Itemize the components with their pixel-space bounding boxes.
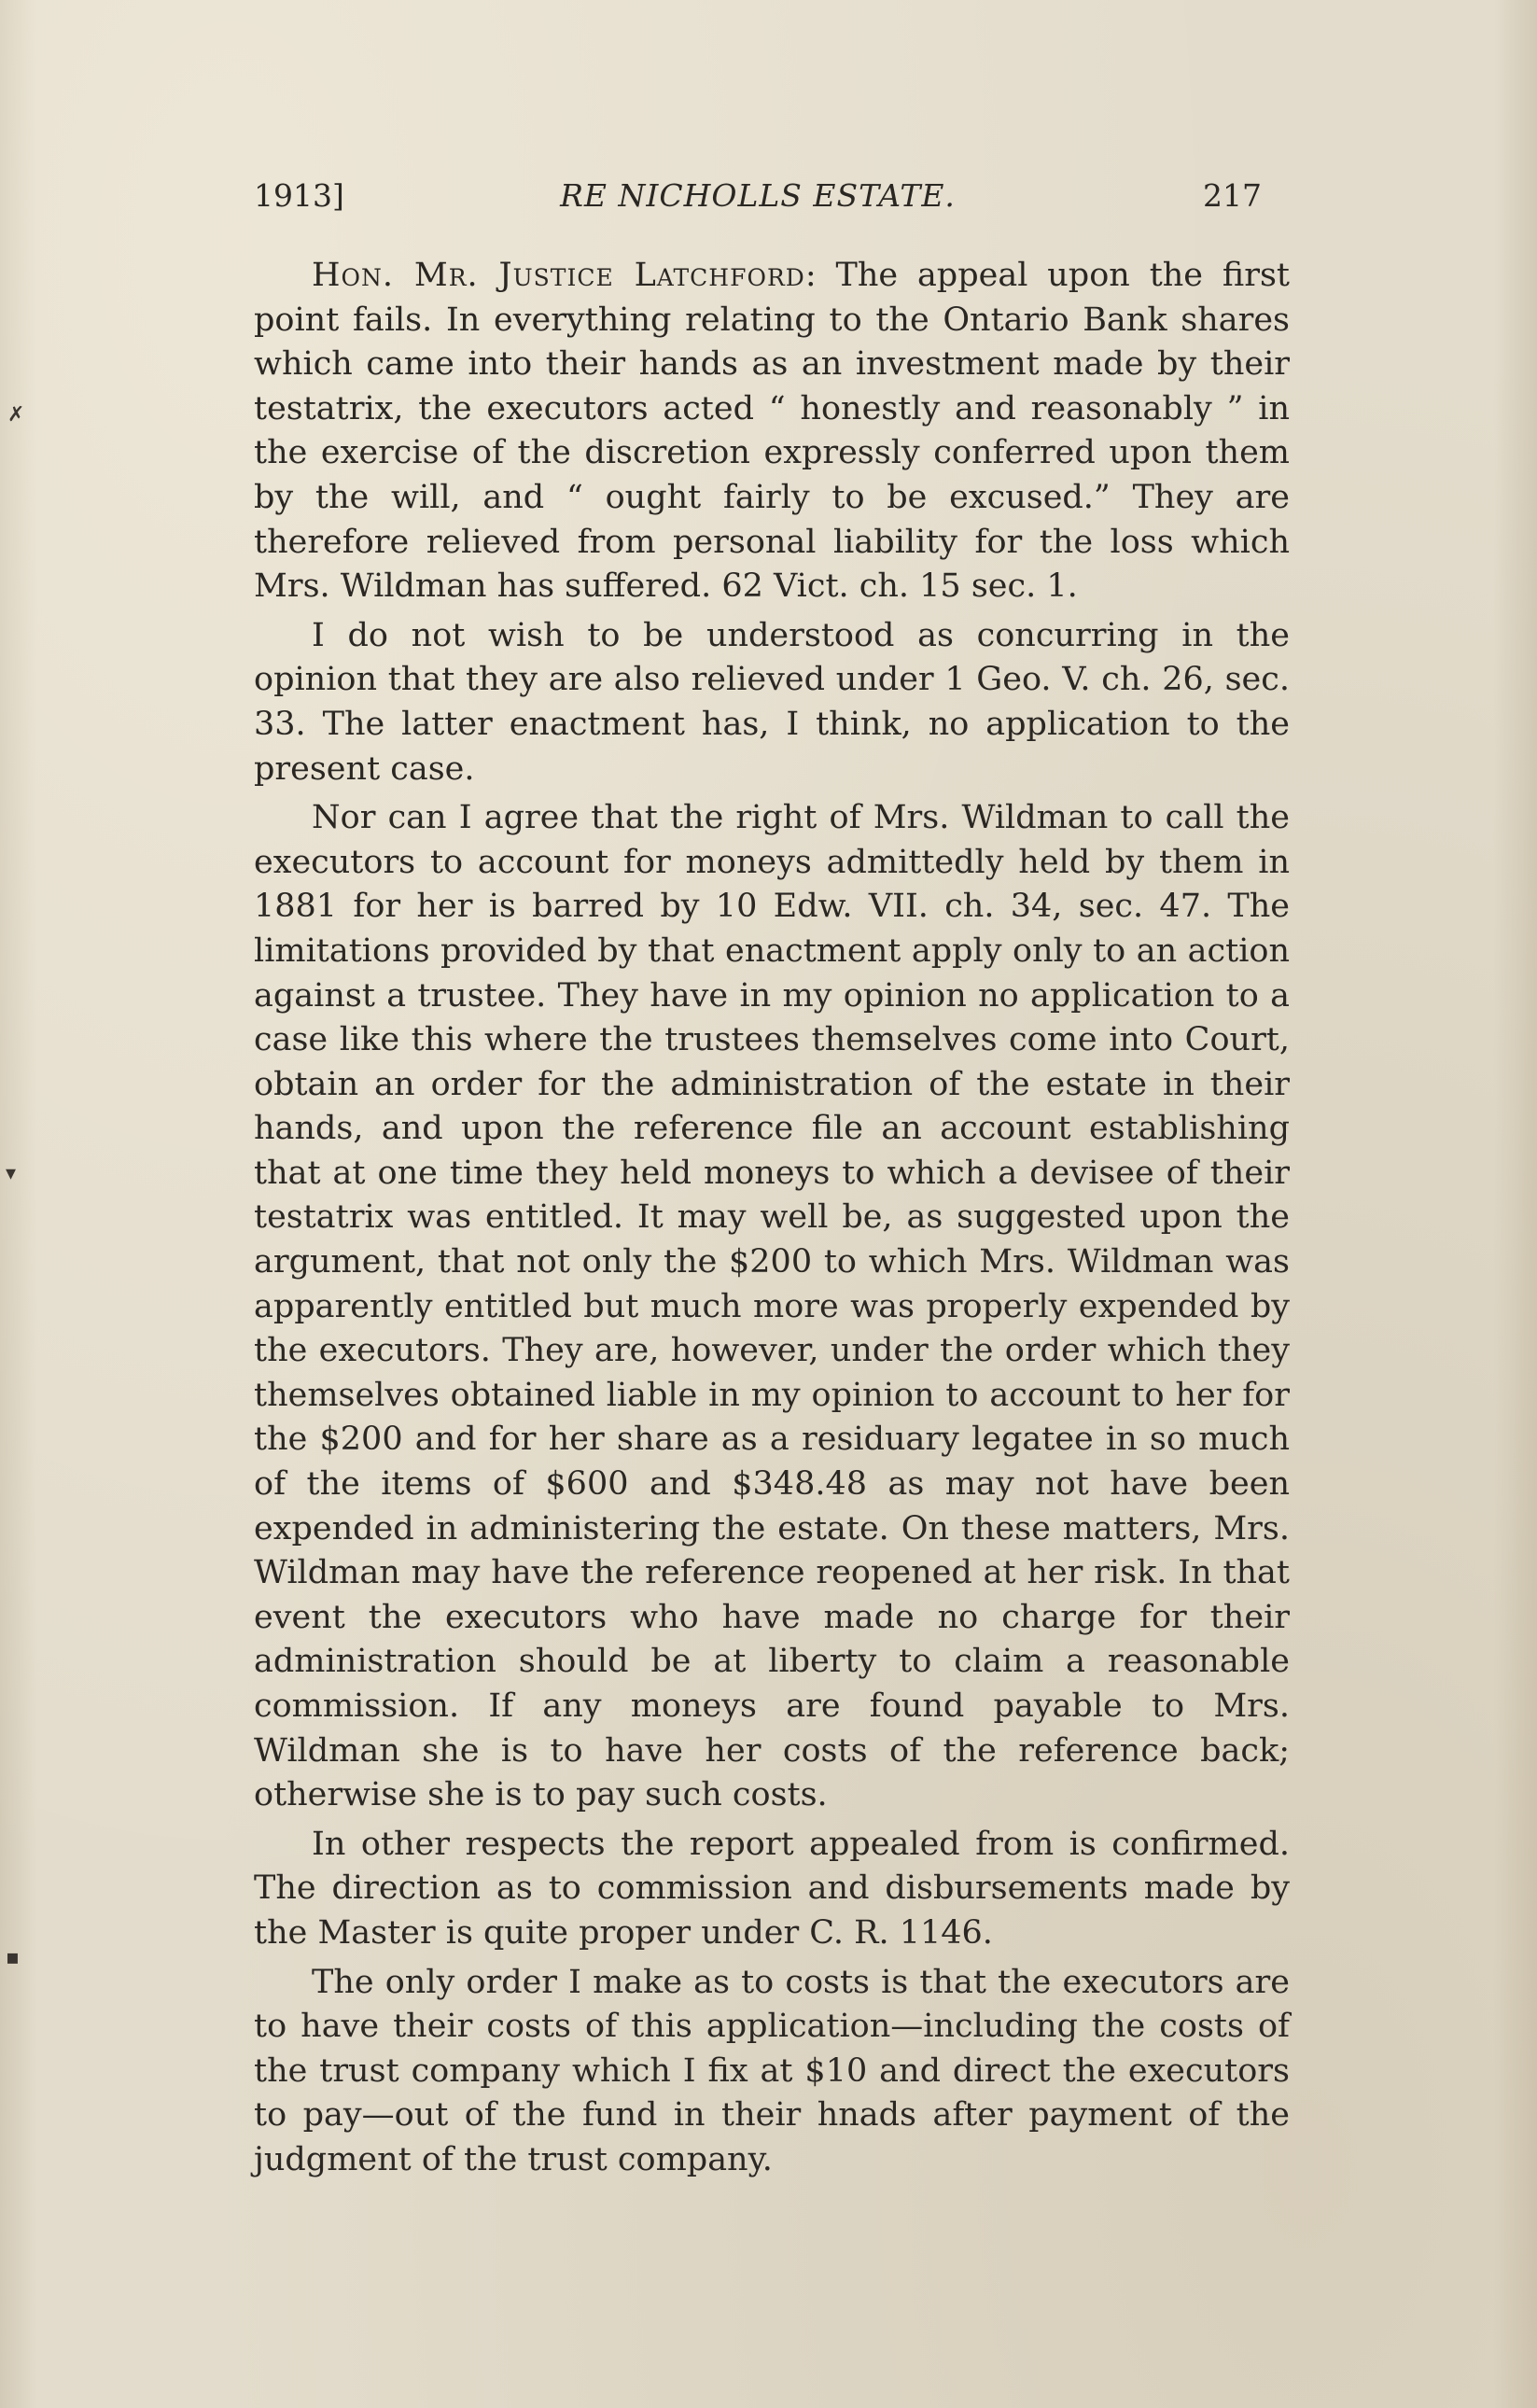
judgment-text [254,254,1290,2188]
page-number: 217 [1203,177,1262,214]
judge-name: Hon. Mr. Justice Latchford [312,257,805,294]
margin-mark: ▾ [6,1162,17,1185]
paragraph-3: Nor can I agree that the right of Mrs. Wildman to call the executors to account for moneys admittedly held by them in 1881 for her is barred by 10 Edw. VII. ch. 34, sec. 47. The limitations provided by that enactment apply only to an action against a trustee. They have in my opinion no application to a case like this where the trustees themselves come into Court, obtain an order for the administration of the estate in their hands, and upon the reference file an account establishing that at one time they held moneys to which a devisee of their testatrix was entitled. It may well be, as suggested upon the argument, that not only the $200 to which Mrs. Wildman was apparently entitled but much more was properly expended by the executors. They are, however, under the order which they themselves obtained liable in my opinion to account to her for the $200 and for her share as a residuary legatee in so much of the items of $600 and $348.48 as may not have been expended in administering the estate. On these matters, Mrs. Wildman may have the reference reopened at her risk. In that event the executors who have made no charge for their administration should be at liberty to claim a reasonable commission. If any moneys are found payable to Mrs. Wildman she is to have her costs of the reference back; otherwise she is to pay such costs. [254,799,1290,1814]
margin-mark: ▪ [6,1946,20,1969]
running-head-year: 1913] [254,177,344,214]
paragraph-4: In other respects the report appealed from is confirmed. The direction as to commission and disbursements made by the Master is quite proper under C. R. 1146. [254,1825,1290,1952]
paragraph-1 [254,254,1290,609]
paragraph-1-text: : The appeal upon the first point fails. In everything relating to the Ontario Bank shares which came into their hands as an investment made by their testatrix, the executors acted “ honestly and reasonably ” in the exercise of the discretion expressly conferred upon them by the will, and “ ought fairly to be excused.” They are therefore relieved from personal liability for the loss which Mrs. Wildman has suffered. 62 Vict. ch. 15 sec. 1. [254,257,1290,606]
margin-mark: ✗ [7,403,25,427]
paragraph-5: The only order I make as to costs is that the executors are to have their costs of this application—including the costs of the trust company which I fix at $10 and direct the executors to pay—out of the fund in their hnads after payment of the judgment of the trust company. [254,1963,1290,2178]
paragraph-2: I do not wish to be understood as concurring in the opinion that they are also relieved under 1 Geo. V. ch. 26, sec. 33. The latter enactment has, I think, no application to the present case. [254,616,1290,788]
running-head [254,177,1262,224]
running-head-title: RE NICHOLLS ESTATE. [560,177,956,214]
